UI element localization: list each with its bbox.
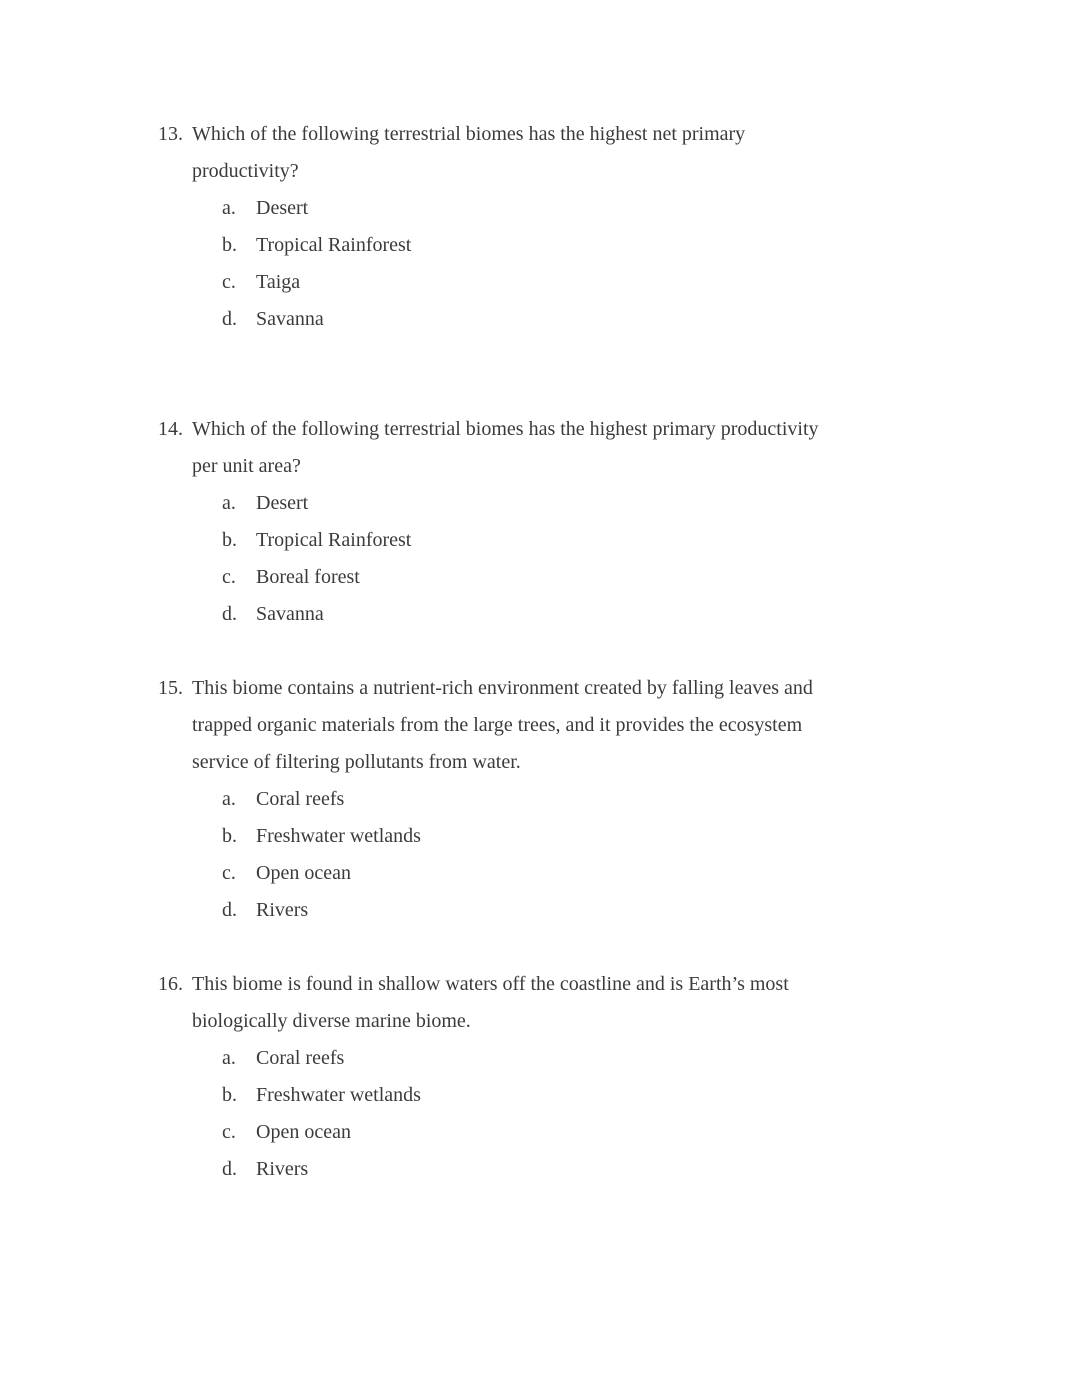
option-letter: d. xyxy=(222,308,237,330)
option-text: Freshwater wetlands xyxy=(256,825,421,847)
option-letter: a. xyxy=(222,788,236,810)
question-text-line: service of filtering pollutants from water. xyxy=(192,751,521,773)
question-number: 16. xyxy=(158,973,183,995)
option-text: Desert xyxy=(256,197,309,219)
question-text-line: Which of the following terrestrial biomes has the highest primary productivity xyxy=(192,418,819,440)
option-text: Savanna xyxy=(256,308,324,330)
option-letter: b. xyxy=(222,825,237,847)
option-row xyxy=(222,1077,937,1114)
option-text: Desert xyxy=(256,492,309,514)
option-text: Coral reefs xyxy=(256,1047,345,1069)
option-letter: d. xyxy=(222,1158,237,1180)
option-row xyxy=(222,892,937,929)
option-letter: b. xyxy=(222,529,237,551)
option-row xyxy=(222,264,937,301)
option-letter: b. xyxy=(222,234,237,256)
option-row xyxy=(222,855,937,892)
option-text: Tropical Rainforest xyxy=(256,234,412,256)
question-text-line: productivity? xyxy=(192,160,299,182)
question-15 xyxy=(158,670,940,929)
question-text-line: trapped organic materials from the large trees, and it provides the ecosystem xyxy=(192,714,803,736)
option-text: Open ocean xyxy=(256,1121,351,1143)
options-list xyxy=(222,190,937,338)
option-row xyxy=(222,559,937,596)
question-14 xyxy=(158,411,940,633)
options-list xyxy=(222,781,937,929)
option-text: Boreal forest xyxy=(256,566,360,588)
option-letter: c. xyxy=(222,566,236,588)
question-number: 15. xyxy=(158,677,183,699)
option-text: Coral reefs xyxy=(256,788,345,810)
option-row xyxy=(222,227,937,264)
option-text: Rivers xyxy=(256,899,309,921)
question-13 xyxy=(158,116,940,338)
option-text: Taiga xyxy=(256,271,301,293)
question-text-line: This biome is found in shallow waters off the coastline and is Earth’s most xyxy=(192,973,789,995)
options-list xyxy=(222,1040,937,1188)
option-letter: d. xyxy=(222,603,237,625)
option-text: Rivers xyxy=(256,1158,309,1180)
option-row xyxy=(222,485,937,522)
option-text: Savanna xyxy=(256,603,324,625)
option-row xyxy=(222,301,937,338)
option-text: Freshwater wetlands xyxy=(256,1084,421,1106)
option-row xyxy=(222,781,937,818)
option-text: Open ocean xyxy=(256,862,351,884)
question-number: 13. xyxy=(158,123,183,145)
option-text: Tropical Rainforest xyxy=(256,529,412,551)
question-text-line: per unit area? xyxy=(192,455,301,477)
question-text-line: Which of the following terrestrial biomes has the highest net primary xyxy=(192,123,746,145)
question-body xyxy=(192,411,937,633)
option-letter: c. xyxy=(222,1121,236,1143)
question-text-line: This biome contains a nutrient-rich environment created by falling leaves and xyxy=(192,677,813,699)
question-body xyxy=(192,670,937,929)
question-text-line: biologically diverse marine biome. xyxy=(192,1010,471,1032)
question-16 xyxy=(158,966,940,1188)
option-row xyxy=(222,1151,937,1188)
option-letter: a. xyxy=(222,1047,236,1069)
option-row xyxy=(222,818,937,855)
question-body xyxy=(192,966,937,1188)
option-letter: a. xyxy=(222,197,236,219)
option-letter: c. xyxy=(222,862,236,884)
options-list xyxy=(222,485,937,633)
question-body xyxy=(192,116,937,338)
question-number: 14. xyxy=(158,418,183,440)
option-letter: b. xyxy=(222,1084,237,1106)
option-row xyxy=(222,190,937,227)
option-letter: a. xyxy=(222,492,236,514)
option-row xyxy=(222,1040,937,1077)
option-row xyxy=(222,522,937,559)
option-row xyxy=(222,1114,937,1151)
option-letter: d. xyxy=(222,899,237,921)
option-row xyxy=(222,596,937,633)
option-letter: c. xyxy=(222,271,236,293)
